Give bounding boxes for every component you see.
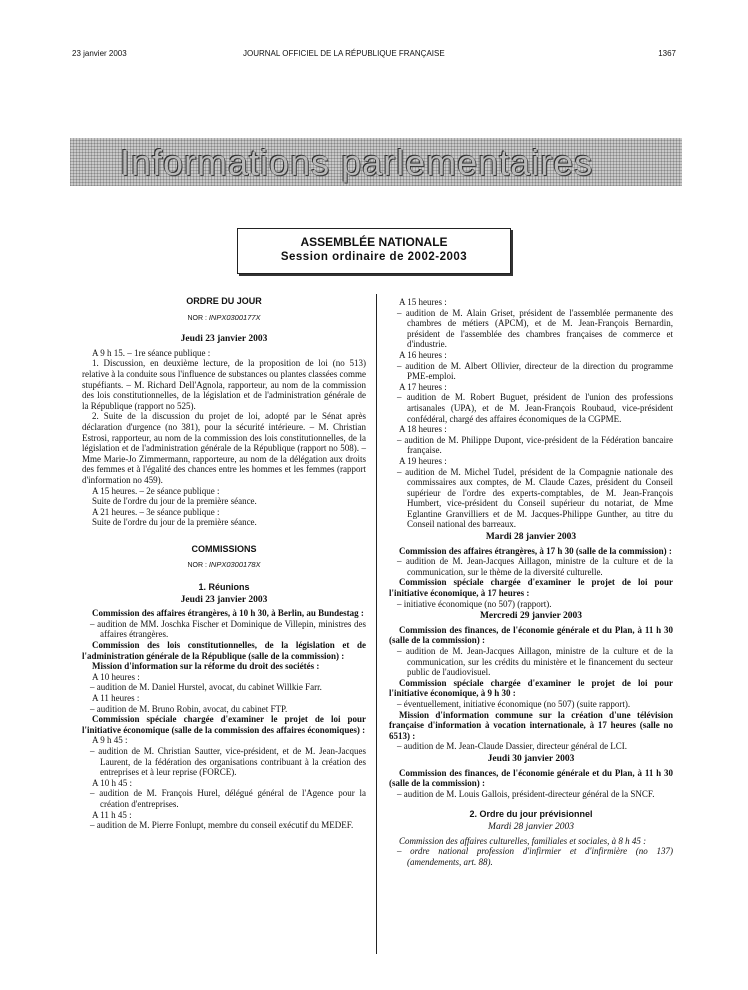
audition-item: – audition de M. Bruno Robin, avocat, du cabinet FTP.	[90, 703, 288, 714]
commissions-heading: COMMISSIONS	[191, 543, 257, 554]
agenda-item: – ordre national profession d'infirmier et d'infirmière (no 137) (amendements, art. 88).	[397, 846, 673, 867]
order-of-day-heading: ORDRE DU JOUR	[186, 296, 262, 306]
agenda-item: 1. Discussion, en deuxième lecture, de la proposition de loi (no 513) relative à la conduite sous l'influence de substances ou plantes classées comme stupéfiants. – M. Richard Dell'Agnola, rapporteur, au nom de la commission des lois constitutionnelles, de la législation et de l'administration générale de la République (rapport no 525).	[82, 358, 366, 411]
date-heading: Mardi 28 janvier 2003	[485, 532, 577, 543]
date-heading: Mercredi 29 janvier 2003	[479, 611, 583, 622]
right-column	[389, 297, 673, 867]
time-label: A 10 h 45 :	[92, 777, 133, 788]
left-column	[82, 296, 366, 831]
audition-item: – audition de M. Alain Griset, président de l'assemblée permanente des chambres de métiers (APCM), et de M. Jean-François Bernardin, président de l'assemblée des chambres françaises de commerce et d'industrie.	[397, 307, 673, 350]
audition-item: – audition de M. Louis Gallois, président-directeur général de la SNCF.	[397, 788, 655, 799]
commission-entry: Commission spéciale chargée d'examiner le projet de loi pour l'initiative économique, à 17 heures :	[389, 577, 673, 599]
running-header	[72, 49, 676, 63]
session-time: A 21 heures. – 3e séance publique :	[92, 506, 220, 517]
mission-entry: Mission d'information sur la réforme du droit des sociétés :	[92, 661, 320, 672]
assembly-title: ASSEMBLÉE NATIONALE	[300, 235, 448, 249]
assembly-box	[237, 228, 511, 274]
commission-entry: Commission spéciale chargée d'examiner le projet de loi pour l'initiative économique (salle de la commission des affaires économiques) :	[82, 714, 366, 735]
time-label: A 10 heures :	[92, 671, 140, 682]
audition-item: – audition de M. Daniel Hurstel, avocat, du cabinet Willkie Farr.	[90, 682, 322, 693]
commission-entry: Commission des affaires étrangères, à 17 h 30 (salle de la commission) :	[399, 545, 672, 556]
agenda-text: Suite de l'ordre du jour de la première séance.	[92, 517, 257, 528]
time-label: A 11 heures :	[92, 693, 140, 703]
nor-reference: NOR : INPX0300177X	[187, 312, 261, 322]
header-journal: JOURNAL OFFICIEL DE LA RÉPUBLIQUE FRANÇAISE	[243, 49, 445, 58]
nor-reference: NOR : INPX0300178X	[187, 560, 261, 570]
audition-item: – éventuellement, initiative économique (no 507) (suite rapport).	[397, 698, 631, 709]
session-time: A 15 heures. – 2e séance publique :	[92, 485, 220, 496]
date-heading: Jeudi 23 janvier 2003	[180, 594, 268, 605]
date-heading: Jeudi 30 janvier 2003	[487, 753, 575, 764]
commission-entry: Commission des finances, de l'économie générale et du Plan, à 11 h 30 (salle de la commission) :	[389, 767, 673, 789]
section-banner	[70, 138, 682, 186]
banner-title: Informations parlementaires	[120, 142, 594, 183]
mission-entry: Mission d'information commune sur la création d'une télévision française d'information à vocation internationale, à 17 heures (salle no 6513) :	[389, 709, 673, 741]
page-number: 1367	[658, 49, 676, 58]
commission-entry: Commission des affaires culturelles, familiales et sociales, à 8 h 45 :	[399, 835, 647, 846]
audition-item: – audition de M. Jean-Jacques Aillagon, ministre de la culture et de la communication, sur les crédits du ministère et le financement du secteur public de l'audiovisuel.	[397, 646, 673, 678]
session-title: Session ordinaire de 2002-2003	[280, 251, 468, 263]
audition-item: – initiative économique (no 507) (rapport).	[397, 598, 552, 609]
time-label: A 17 heures :	[399, 381, 447, 392]
commission-entry: Commission des affaires étrangères, à 10 h 30, à Berlin, au Bundestag :	[92, 608, 364, 619]
audition-item: – audition de M. Michel Tudel, président de la Compagnie nationale des commissaires aux comptes, de M. Claude Cazes, président du Conseil supérieur de l'ordre des experts-comptables, de M. Jean-François Humbert, vice-président du Conseil supérieur du notariat, de Mme Eglantine Granvilliers et de M. Jacques-Philippe Gunther, au titre du Conseil national des barreaux.	[397, 466, 673, 530]
audition-item: – audition de M. Albert Ollivier, directeur de la direction du programme PME-emploi.	[397, 360, 673, 382]
time-label: A 18 heures :	[399, 424, 447, 435]
commission-entry: Commission des lois constitutionnelles, de la législation et de l'administration générale de la République (salle de la commission) :	[82, 640, 366, 661]
audition-item: – audition de M. Christian Sautter, vice-président, et de M. Jean-Jacques Laurent, de la fédération des organisations contribuant à la création des entreprises et à leur reprise (FORCE).	[90, 745, 366, 778]
audition-item: – audition de M. Robert Buguet, président de l'union des professions artisanales (UPA), et de M. Jean-François Roubaud, vice-président confédéral, chargé des affaires économiques de la CGPME.	[397, 392, 673, 424]
time-label: A 15 heures :	[399, 297, 447, 307]
reunions-heading: 1. Réunions	[198, 582, 250, 593]
date-heading: Mardi 28 janvier 2003	[488, 821, 574, 832]
date-heading: Jeudi 23 janvier 2003	[180, 334, 268, 345]
time-label: A 19 heures :	[399, 455, 447, 466]
session-time: A 9 h 15. – 1re séance publique :	[92, 347, 211, 358]
header-date: 23 janvier 2003	[72, 49, 127, 58]
agenda-text: Suite de l'ordre du jour de la première séance.	[92, 496, 257, 507]
time-label: A 11 h 45 :	[92, 809, 132, 820]
audition-item: – audition de M. Jean-Jacques Aillagon, ministre de la culture et de la communication, sur le thème de la diversité culturelle.	[397, 556, 673, 577]
column-divider	[376, 294, 377, 954]
time-label: A 9 h 45 :	[92, 735, 128, 746]
audition-item: – audition de MM. Joschka Fischer et Dominique de Villepin, ministres des affaires étrangères.	[90, 618, 366, 640]
audition-item: – audition de M. Jean-Claude Dassier, directeur général de LCI.	[397, 741, 628, 752]
time-label: A 16 heures :	[399, 349, 447, 360]
audition-item: – audition de M. François Hurel, délégué général de l'Agence pour la création d'entreprises.	[90, 788, 366, 809]
provisional-agenda-heading: 2. Ordre du jour prévisionnel	[469, 809, 593, 820]
agenda-item: 2. Suite de la discussion du projet de loi, adopté par le Sénat après déclaration d'urgence (no 381), pour la sécurité intérieure. – M. Christian Estrosi, rapporteur, au nom de la commission des lois constitutionnelles, de la législation et de l'administration générale de la République (rapport no 508). – Mme Marie-Jo Zimmermann, rapporteure, au nom de la délégation aux droits des femmes et à l'égalité des chances entre les hommes et les femmes (rapport d'information no 459).	[82, 411, 366, 485]
audition-item: – audition de M. Pierre Fonlupt, membre du conseil exécutif du MEDEF.	[90, 820, 354, 831]
audition-item: – audition de M. Philippe Dupont, vice-président de la Fédération bancaire française.	[397, 434, 673, 456]
commission-entry: Commission spéciale chargée d'examiner le projet de loi pour l'initiative économique, à 9 h 30 :	[389, 677, 673, 699]
commission-entry: Commission des finances, de l'économie générale et du Plan, à 11 h 30 (salle de la commission) :	[389, 624, 673, 646]
